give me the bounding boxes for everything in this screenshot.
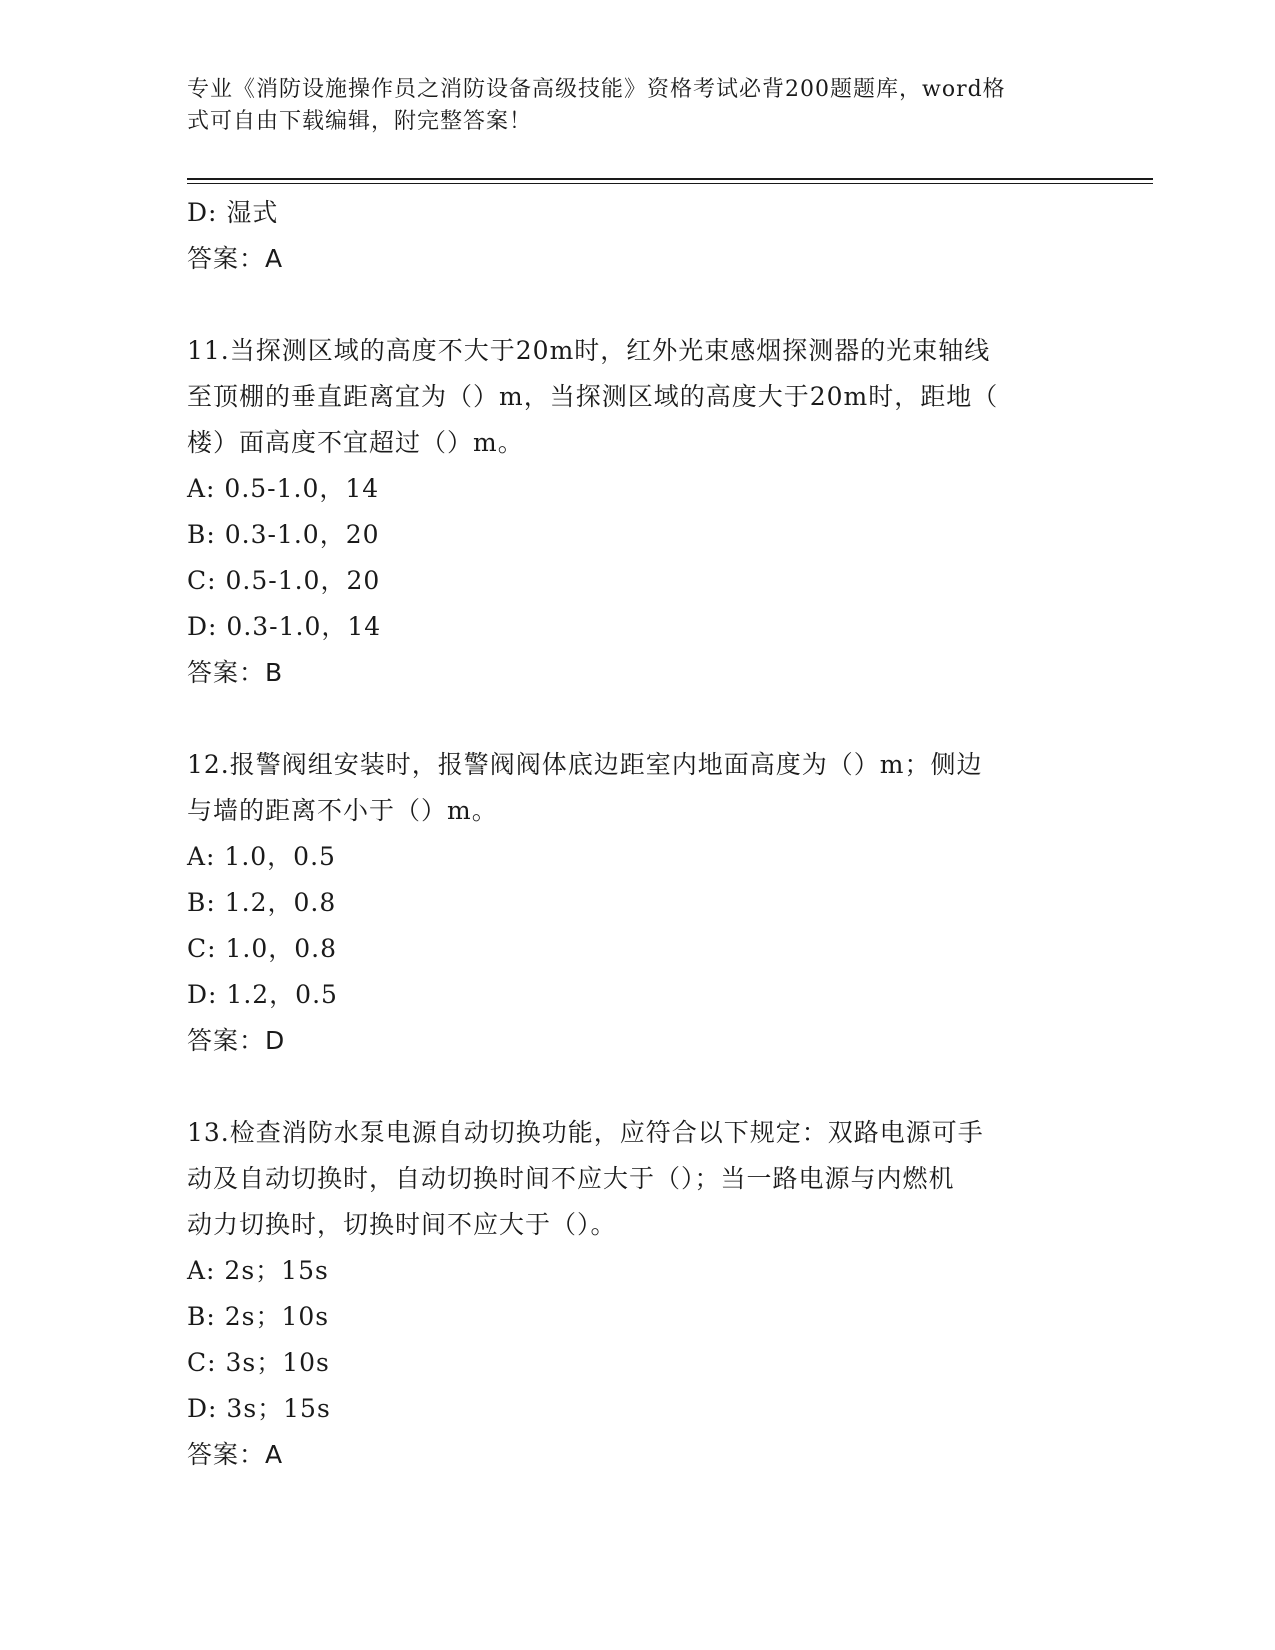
option-a: A: 2s；15s bbox=[187, 1256, 329, 1285]
option-a: A: 0.5-1.0，14 bbox=[187, 474, 380, 503]
answer: 答案：D bbox=[187, 1026, 286, 1055]
option-c: C: 0.5-1.0，20 bbox=[187, 566, 381, 595]
document-header bbox=[187, 74, 1067, 138]
question-stem-line: 动力切换时，切换时间不应大于（）。 bbox=[187, 1210, 617, 1239]
option-b: B: 0.3-1.0，20 bbox=[187, 520, 380, 549]
question-stem-line: 楼）面高度不宜超过（）m。 bbox=[187, 428, 524, 457]
answer: 答案：B bbox=[187, 658, 284, 687]
question-stem-line: 13.检查消防水泵电源自动切换功能，应符合以下规定：双路电源可手 bbox=[187, 1118, 984, 1147]
header-divider-thin bbox=[187, 183, 1153, 184]
question-11 bbox=[187, 328, 1087, 696]
header-line-1: 专业《消防设施操作员之消防设备高级技能》资格考试必背200题题库，word格 bbox=[187, 77, 1006, 102]
question-12 bbox=[187, 742, 1087, 1064]
option-d: D: 0.3-1.0，14 bbox=[187, 612, 382, 641]
question-stem-line: 至顶棚的垂直距离宜为（）m，当探测区域的高度大于20m时，距地（ bbox=[187, 382, 999, 411]
header-line-2: 式可自由下载编辑，附完整答案！ bbox=[187, 109, 533, 134]
option-b: B: 1.2，0.8 bbox=[187, 888, 337, 917]
question-content bbox=[187, 190, 1087, 1478]
option-d: D: 1.2，0.5 bbox=[187, 980, 338, 1009]
question-13 bbox=[187, 1110, 1087, 1478]
prev-answer: 答案：A bbox=[187, 244, 284, 273]
option-c: C: 3s；10s bbox=[187, 1348, 330, 1377]
answer: 答案：A bbox=[187, 1440, 284, 1469]
question-stem-line: 12.报警阀组安装时，报警阀阀体底边距室内地面高度为（）m；侧边 bbox=[187, 750, 983, 779]
header-divider-thick bbox=[187, 178, 1153, 180]
spacer bbox=[187, 696, 1087, 742]
spacer bbox=[187, 282, 1087, 328]
option-c: C: 1.0，0.8 bbox=[187, 934, 338, 963]
question-stem-line: 与墙的距离不小于（）m。 bbox=[187, 796, 498, 825]
spacer bbox=[187, 1064, 1087, 1110]
question-stem-line: 11.当探测区域的高度不大于20m时，红外光束感烟探测器的光束轴线 bbox=[187, 336, 991, 365]
question-stem-line: 动及自动切换时，自动切换时间不应大于（）；当一路电源与内燃机 bbox=[187, 1164, 955, 1193]
prev-option-d: D: 湿式 bbox=[187, 198, 279, 227]
option-a: A: 1.0，0.5 bbox=[187, 842, 336, 871]
option-b: B: 2s；10s bbox=[187, 1302, 330, 1331]
option-d: D: 3s；15s bbox=[187, 1394, 331, 1423]
